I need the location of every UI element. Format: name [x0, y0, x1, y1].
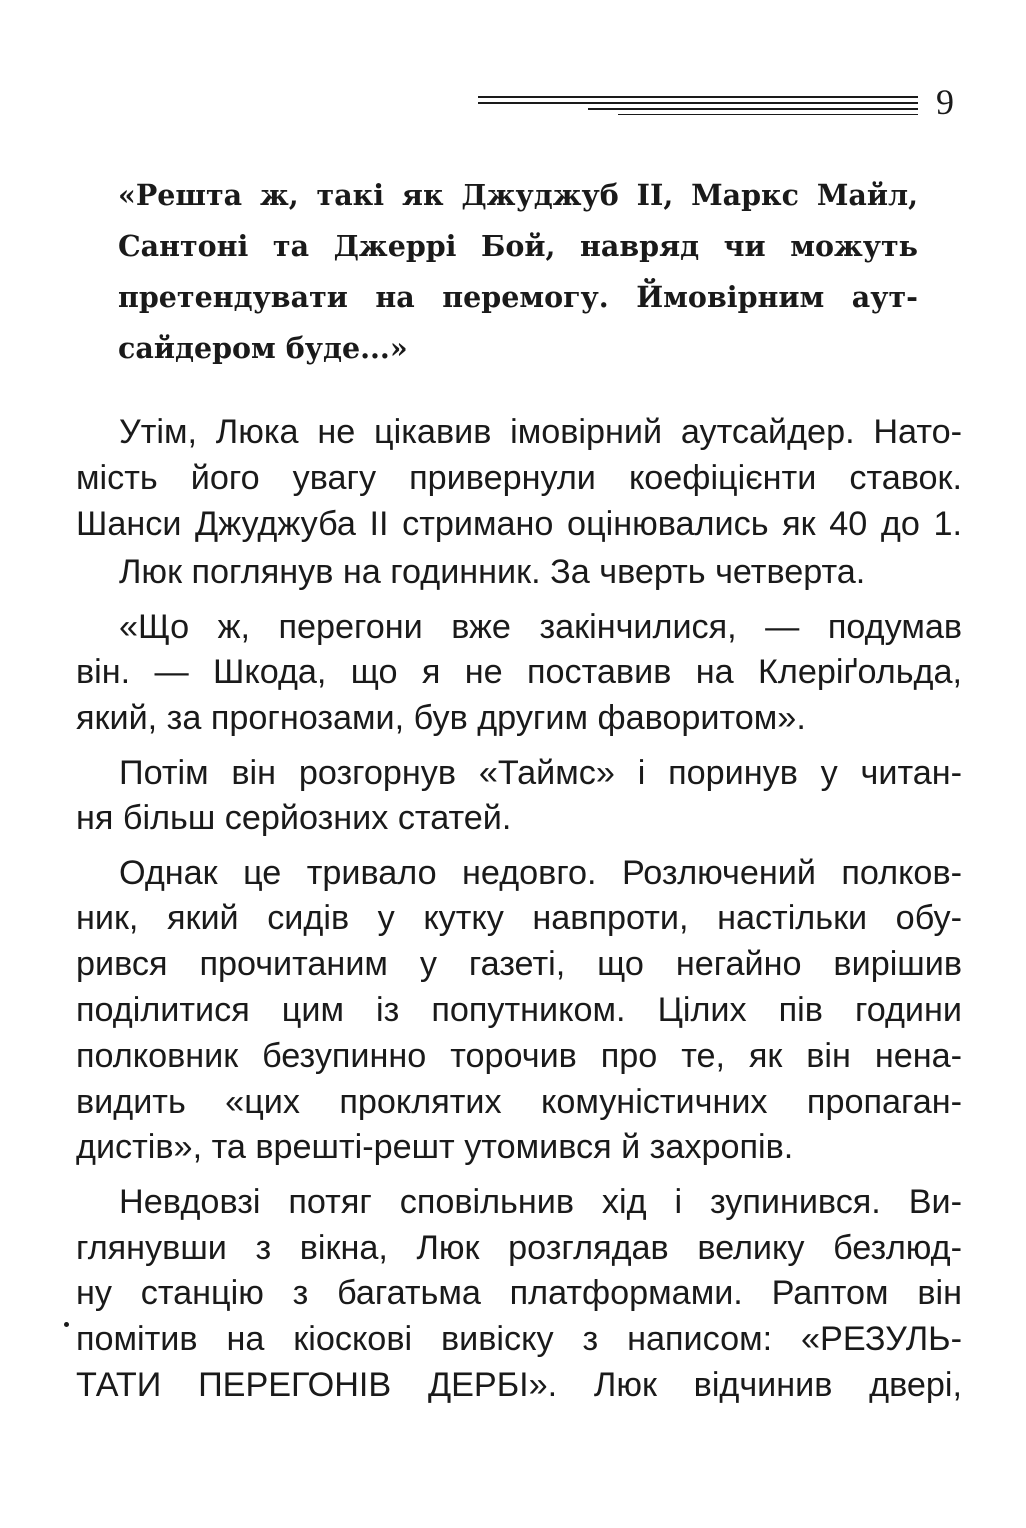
- paragraph: [76, 410, 962, 547]
- text-line: Потім він розгорнув «Таймс» і поринув у читан-: [119, 753, 962, 792]
- quote-line: претендувати на перемогу. Ймовірним аут-: [118, 280, 918, 314]
- text-line: дистів», та врешті-решт утомився й захропів.: [76, 1128, 794, 1167]
- paragraph: [76, 1180, 962, 1409]
- text-line: глянувши з вікна, Люк розглядав велику безлюд-: [76, 1228, 962, 1267]
- text-line: Утім, Люка не цікавив імовірний аутсайдер. Нато-: [119, 413, 962, 451]
- text-line: помітив на кіоскові вивіску з написом: «РЕЗУЛЬ-: [76, 1320, 962, 1359]
- text-line: мість його увагу привернули коефіцієнти ставок.: [76, 458, 962, 497]
- text-line: Люк поглянув на годинник. За чверть четверта.: [119, 553, 866, 592]
- text-line: рився прочитаним у газеті, що негайно вирішив: [76, 945, 962, 984]
- print-speck: [64, 1322, 69, 1327]
- text-line: який, за прогнозами, був другим фаворитом».: [76, 699, 806, 738]
- text-line: Однак це тривало недовго. Розлючений полков-: [119, 853, 962, 892]
- text-line: ну станцію з багатьма платформами. Раптом він: [76, 1274, 962, 1313]
- text-line: ТАТИ ПЕРЕГОНІВ ДЕРБІ». Люк відчинив двері,: [76, 1365, 962, 1404]
- paragraph: [76, 605, 962, 742]
- text-line: ня більш серйозних статей.: [76, 799, 512, 838]
- text-line: поділитися цим із попутником. Цілих пів години: [76, 991, 962, 1030]
- paragraph: [76, 751, 962, 843]
- page-number: 9: [936, 82, 954, 122]
- text-line: ник, який сидів у кутку навпроти, настільки обу-: [76, 899, 962, 938]
- text-line: «Що ж, перегони вже закінчилися, — подумав: [119, 607, 962, 646]
- paragraph: [76, 550, 962, 596]
- text-line: видить «цих проклятих комуністичних пропаган-: [76, 1082, 962, 1121]
- quote-line: «Решта ж, такі як Джуджуб II, Маркс Майл,: [118, 178, 918, 212]
- quote-line: сайдером буде...»: [118, 331, 408, 365]
- text-line: полковник безупинно торочив про те, як він нена-: [76, 1036, 962, 1075]
- quote-line: Сантоні та Джеррі Бой, навряд чи можуть: [118, 229, 918, 263]
- text-line: Шанси Джуджуба II стримано оцінювались як 40 до 1.: [76, 504, 962, 543]
- text-line: Невдовзі потяг сповільнив хід і зупинився. Ви-: [119, 1182, 962, 1221]
- body-text: [76, 410, 962, 1417]
- paragraph: [76, 851, 962, 1172]
- header-rule: [478, 96, 918, 118]
- text-line: він. — Шкода, що я не поставив на Клеріґольда,: [76, 653, 962, 692]
- newspaper-quote: [118, 170, 918, 374]
